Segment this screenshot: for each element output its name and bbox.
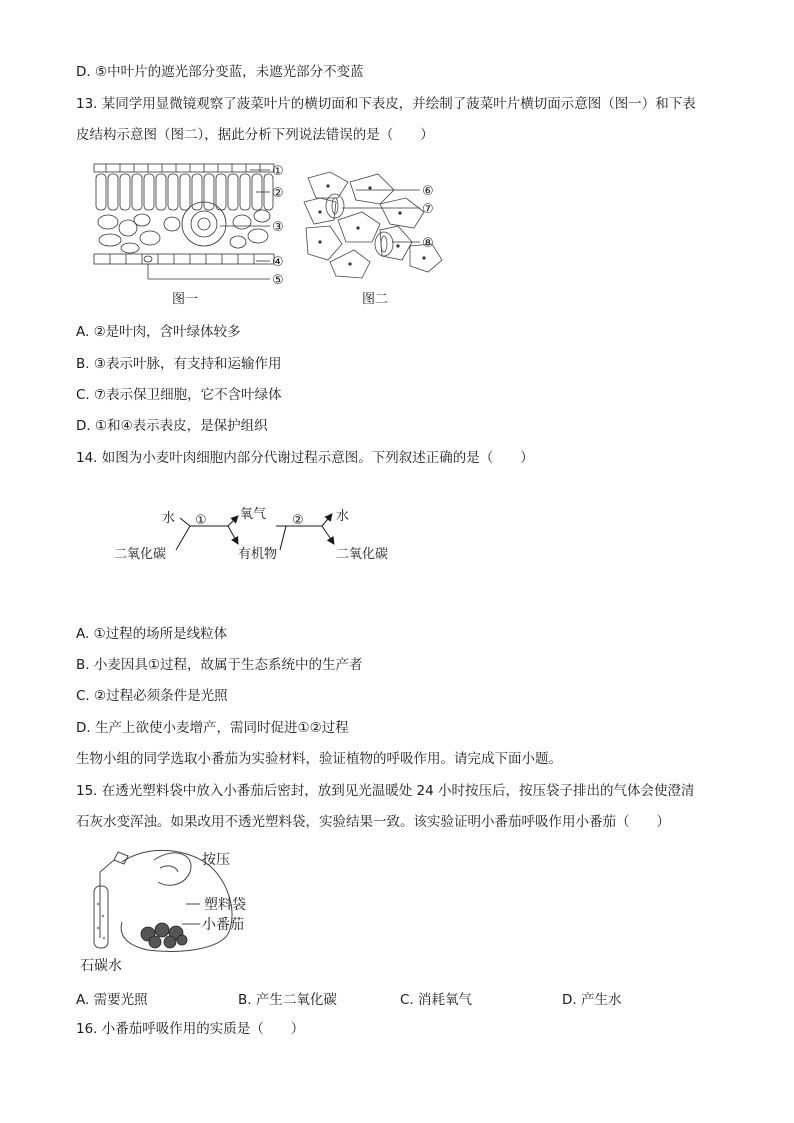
- q14-option-b: B. 小麦因具①过程，故属于生态系统中的生产者: [76, 657, 363, 673]
- mid-organic: 有机物: [238, 547, 278, 562]
- q15-option-a: A. 需要光照: [76, 992, 148, 1008]
- q13-option-c: C. ⑦表示保卫细胞，它不含叶绿体: [76, 387, 282, 403]
- fig2-caption: 图二: [362, 292, 389, 307]
- output-co2: 二氧化碳: [336, 547, 389, 562]
- group-intro: 生物小组的同学选取小番茄为实验材料，验证植物的呼吸作用。请完成下面小题。: [76, 751, 562, 767]
- q13-option-b: B. ③表示叶脉，有支持和运输作用: [76, 356, 282, 372]
- label-limewater: 石碳水: [80, 958, 122, 974]
- output-water: 水: [336, 509, 350, 524]
- process-2: ②: [292, 513, 304, 528]
- tomato-experiment-figure: [78, 842, 268, 977]
- fig1-caption: 图一: [172, 292, 199, 307]
- q14-stem: 14. 如图为小麦叶肉细胞内部分代谢过程示意图。下列叙述正确的是（ ）: [76, 450, 534, 466]
- label-tomato: 小番茄: [202, 917, 244, 933]
- label-bag: 塑料袋: [204, 897, 246, 913]
- input-co2: 二氧化碳: [114, 547, 167, 562]
- input-water: 水: [162, 511, 176, 526]
- q15-option-c: C. 消耗氧气: [400, 992, 473, 1008]
- q15-stem-line1: 15. 在透光塑料袋中放入小番茄后密封，放到见光温暖处 24 小时按压后，按压袋子排出的气体会使澄清: [76, 783, 695, 799]
- q16-stem: 16. 小番茄呼吸作用的实质是（ ）: [76, 1021, 305, 1037]
- q15-option-b: B. 产生二氧化碳: [238, 992, 337, 1008]
- marker-8: ⑧: [422, 236, 434, 251]
- marker-1: ①: [272, 164, 284, 179]
- marker-5: ⑤: [272, 273, 284, 288]
- leaf-figure: [80, 158, 460, 308]
- leaf-cross-section-diagram: [94, 164, 274, 264]
- q15-options: [76, 988, 736, 1008]
- process-1: ①: [195, 513, 207, 528]
- q14-option-d: D. 生产上欲使小麦增产，需同时促进①②过程: [76, 720, 349, 736]
- q13-stem-line1: 13. 某同学用显微镜观察了菠菜叶片的横切面和下表皮，并绘制了菠菜叶片横切面示意图（图一）和下表: [76, 96, 696, 112]
- marker-7: ⑦: [422, 202, 434, 217]
- q13-option-d: D. ①和④表示表皮，是保护组织: [76, 418, 268, 434]
- q12-option-d: D. ⑤中叶片的遮光部分变蓝，未遮光部分不变蓝: [76, 64, 364, 80]
- q13-option-a: A. ②是叶肉，含叶绿体较多: [76, 324, 241, 340]
- q15-stem-line2: 石灰水变浑浊。如果改用不透光塑料袋，实验结果一致。该实验证明小番茄呼吸作用小番茄（ ）: [76, 814, 670, 830]
- marker-6: ⑥: [422, 184, 434, 199]
- mid-oxygen: 氧气: [240, 507, 267, 522]
- marker-3: ③: [272, 220, 284, 235]
- marker-4: ④: [272, 255, 284, 270]
- q15-option-d: D. 产生水: [562, 992, 622, 1008]
- metabolism-diagram: [110, 500, 410, 570]
- marker-2: ②: [272, 186, 284, 201]
- q13-stem-line2: 皮结构示意图（图二），据此分析下列说法错误的是（ ）: [76, 127, 434, 143]
- q14-option-c: C. ②过程必须条件是光照: [76, 688, 228, 704]
- label-press: 按压: [202, 852, 230, 868]
- q14-option-a: A. ①过程的场所是线粒体: [76, 626, 228, 642]
